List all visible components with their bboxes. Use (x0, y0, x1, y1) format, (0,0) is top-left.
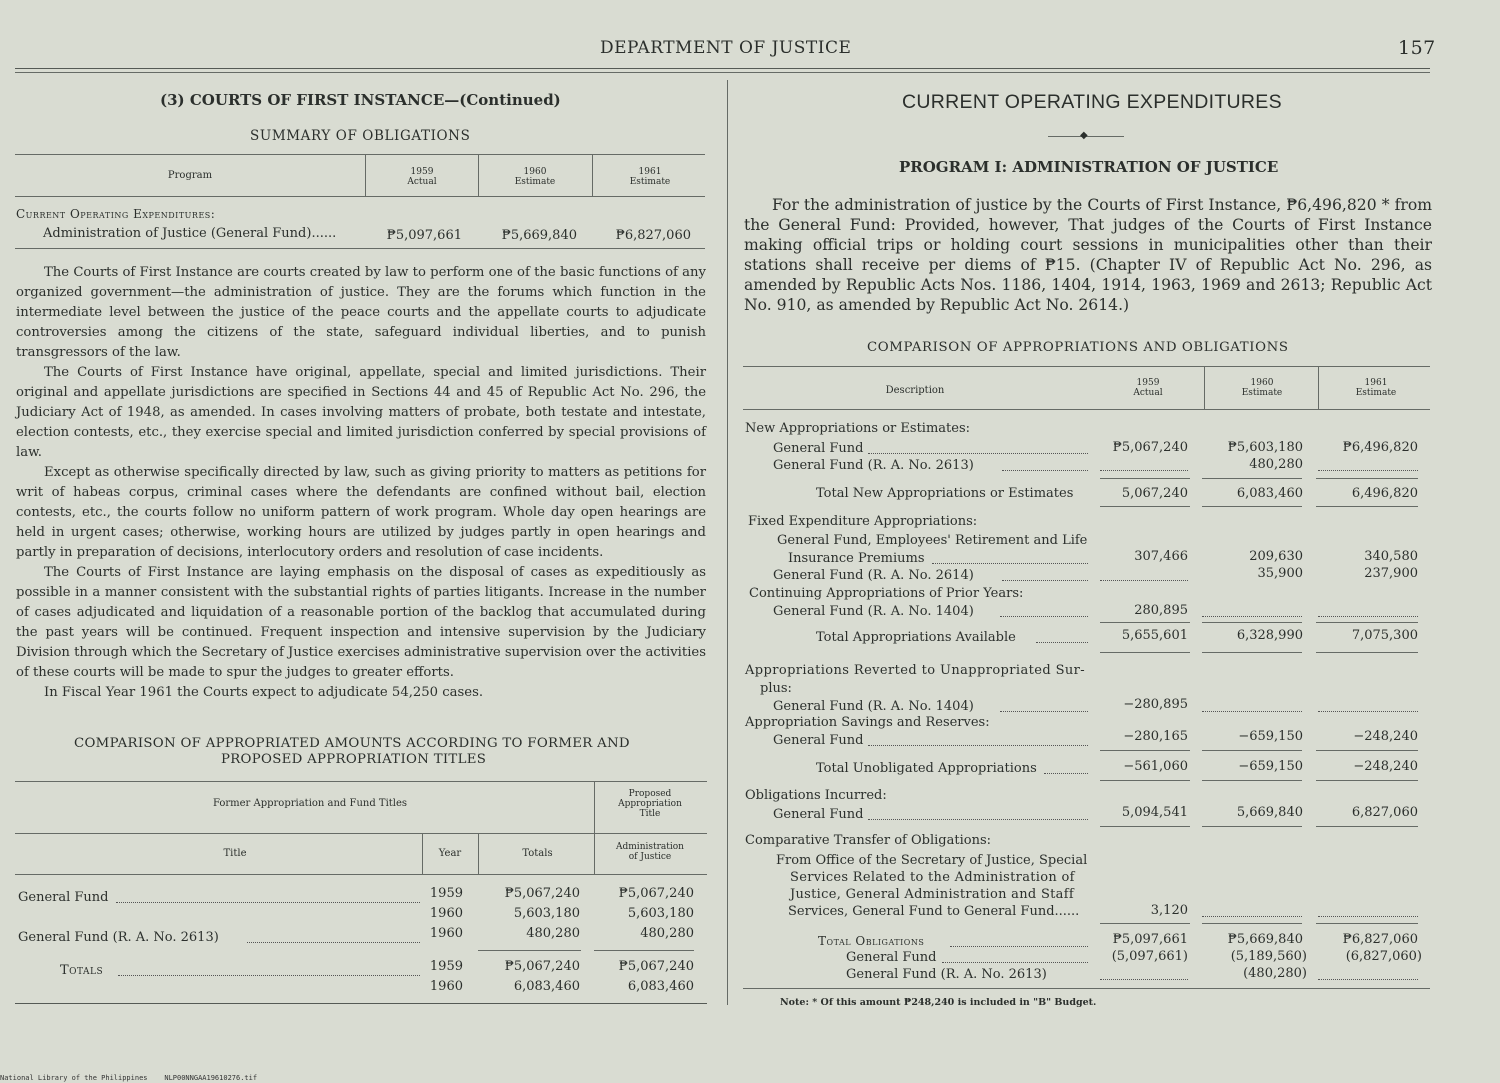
summary-top-rule (15, 154, 705, 155)
comp-totals-label: Totals (60, 963, 104, 978)
rt-row-label: General Fund (846, 950, 937, 965)
paragraph: The Courts of First Instance are courts created by law to perform one of the basic functions of any organized government—the administration of justice. They are the forums which function in the intermediate level between the justice of the peace courts and the appellate courts to adjudicate controversies among the citizens of the state, safeguard individual liberties, and to punish transgressors of the law. (16, 265, 706, 360)
rt-v1961: 7,075,300 (1351, 628, 1418, 643)
leader-dots (942, 962, 1088, 963)
paragraph: The Courts of First Instance are laying emphasis on the disposal of cases as expeditiously as possible in a manner consistent with the substantial rights of parties litigants. Increase in the number of cases adjudicated and liquidation of a reasonable portion of the backlog that accumulated during the past years will be continued. Frequent inspection and intensive supervision by the Judiciary Division through which the Secretary of Justice exercises administrative supervision over the activities of these courts will be made to spur the judges to greater efforts. (16, 565, 706, 680)
rt-v1961: 340,580 (1364, 549, 1418, 564)
rt-row-label: plus: (760, 681, 792, 696)
leader-dots (1036, 642, 1088, 643)
intro-text: For the administration of justice by the Courts of First Instance, ₱6,496,820 * from the General Fund: Provided, however, That judges of the Courts of First Instance making official trips or holding court sessions in municipalities other than their stations shall receive per diems of ₱15. (Chapter IV of Republic Act No. 296, as amended by Republic Acts Nos. 1186, 1404, 1914, 1963, 1969 and 2613; Republic Act No. 910, as amended by Republic Act No. 2614.) (744, 196, 1432, 314)
sum-rule (1316, 652, 1418, 653)
comp-row-totals: 6,083,460 (513, 979, 580, 994)
leader-dots (1044, 773, 1088, 774)
summary-vrule (478, 155, 479, 196)
leader-dots (868, 453, 1088, 454)
rt-row-label: Services Related to the Administration of (790, 870, 1075, 885)
rt-v1960: 480,280 (1249, 457, 1303, 472)
rt-row-label: Total New Appropriations or Estimates (816, 486, 1074, 501)
rt-row-label: Total Unobligated Appropriations (816, 761, 1037, 776)
summary-title: SUMMARY OF OBLIGATIONS (250, 128, 471, 144)
sum-rule (1202, 478, 1302, 479)
right-table-title: COMPARISON OF APPROPRIATIONS AND OBLIGATIONS (867, 340, 1289, 355)
leader-dots (1202, 916, 1302, 917)
leader-dots (950, 946, 1088, 947)
rt-row-label: General Fund (R. A. No. 2614) (773, 568, 974, 583)
comp-row-title: General Fund (18, 890, 109, 905)
paragraph: Except as otherwise specifically directed by law, such as giving priority to matters as petitions for writ of habeas corpus, criminal cases where the defendants are confined without bail, election contests, etc., the courts follow no uniform pattern of work program. Whole day open hearings are held in urgent cases; otherwise, working hours are utilized by judges partly in open hearings and partly in preparation of decisions, interlocutory orders and resolution of case incidents. (16, 465, 706, 560)
rt-v1961: −248,240 (1353, 759, 1418, 774)
rt-row-label: General Fund (773, 733, 864, 748)
rt-v1961: −248,240 (1353, 729, 1418, 744)
rt-head-rule (743, 409, 1430, 410)
rt-v1959: −280,895 (1123, 697, 1188, 712)
rt-v1960: 6,328,990 (1236, 628, 1303, 643)
rt-v1960: ₱5,603,180 (1227, 440, 1303, 455)
header-rule (15, 68, 1430, 69)
comp-header-admin: Administration of Justice (616, 842, 684, 862)
rt-row-label: General Fund, Employees' Retirement and Life (777, 533, 1088, 548)
sum-rule (1202, 652, 1302, 653)
comp-row-admin: 5,603,180 (627, 906, 694, 921)
rt-v1961: (6,827,060) (1345, 949, 1422, 964)
leader-dots (1000, 711, 1088, 712)
sum-rule (1100, 780, 1190, 781)
rt-row-label: General Fund (R. A. No. 2613) (846, 967, 1047, 982)
intro-paragraph (744, 195, 1432, 315)
comp-header-proposed: Proposed Appropriation Title (618, 789, 682, 819)
comp-vrule (422, 834, 423, 874)
comp-mid-rule (15, 833, 707, 834)
rt-v1960: (5,189,560) (1230, 949, 1307, 964)
comp-row-admin: ₱5,067,240 (618, 959, 694, 974)
comp-header-totals: Totals (522, 848, 553, 859)
rt-v1961: 6,827,060 (1351, 805, 1418, 820)
rt-vrule (1318, 367, 1319, 409)
comp-vrule (594, 782, 595, 834)
rt-row-label: General Fund (773, 441, 864, 456)
rt-v1960: 6,083,460 (1236, 486, 1303, 501)
comp-head-bottom-rule (15, 874, 707, 875)
scan-footer: National Library of the Philippines NLP00NNGAA19610276.tif (0, 1074, 258, 1082)
rt-row-label: From Office of the Secretary of Justice, Special (776, 853, 1088, 868)
sum-rule (1316, 780, 1418, 781)
rt-v1960: 5,669,840 (1236, 805, 1303, 820)
rt-v1960: (480,280) (1243, 966, 1307, 981)
comp-header-title: Title (223, 848, 247, 859)
comp-top-rule (15, 781, 707, 782)
rt-header-desc: Description (885, 385, 945, 396)
rt-v1960: 209,630 (1249, 549, 1303, 564)
leader-dots (1318, 979, 1418, 980)
sum-rule (1316, 750, 1418, 751)
sum-rule (1100, 652, 1190, 653)
leader-dots (1318, 711, 1418, 712)
comp-row-year: 1959 (429, 959, 463, 974)
comp-row-year: 1960 (429, 906, 463, 921)
rt-row-label: Justice, General Administration and Staff (790, 887, 1074, 902)
sum-rule (1100, 923, 1190, 924)
rt-v1959: 5,094,541 (1121, 805, 1188, 820)
paragraph: The Courts of First Instance have original, appellate, special and limited jurisdictions. Their original and appellate jurisdictions are specified in Sections 44 and 45 of Republic Act No. 296, the Judiciary Act of 1948, as amended. In cases involving matters of probate, both testate and intestate, election contests, etc., they exercise special and limited jurisdiction conferred by special provisions of law. (16, 365, 706, 460)
leader-dots (1318, 916, 1418, 917)
sum-rule (1202, 506, 1302, 507)
rt-top-rule (743, 366, 1430, 367)
rt-row-label: General Fund (773, 807, 864, 822)
leader-dots (1202, 711, 1302, 712)
right-heading: CURRENT OPERATING EXPENDITURES (902, 91, 1282, 113)
comp-header-year: Year (438, 848, 462, 859)
comp-row-year: 1960 (429, 979, 463, 994)
sum-rule (1100, 622, 1190, 623)
comp-header-former: Former Appropriation and Fund Titles (212, 798, 408, 809)
rt-v1960: ₱5,669,840 (1227, 932, 1303, 947)
rt-header-1959: 1959 Actual (1133, 378, 1163, 398)
rt-bottom-rule (743, 988, 1430, 989)
header-rule-2 (15, 72, 1430, 73)
summary-1959: ₱5,097,661 (386, 228, 462, 243)
summary-category: Current Operating Expenditures: (16, 207, 216, 221)
sum-rule (1100, 478, 1190, 479)
rt-v1961: 237,900 (1364, 566, 1418, 581)
rt-row-label: Obligations Incurred: (745, 788, 887, 803)
leader-dots (868, 745, 1088, 746)
summary-vrule (592, 155, 593, 196)
leader-dots (1318, 616, 1418, 617)
rt-v1960: −659,150 (1238, 759, 1303, 774)
diamond-ornament-icon: ◆ (1080, 130, 1088, 141)
sum-rule (1316, 478, 1418, 479)
sum-rule (1202, 622, 1302, 623)
summary-row-label: Administration of Justice (General Fund)...... (43, 226, 337, 241)
rt-v1959: 5,067,240 (1121, 486, 1188, 501)
sum-rule (1100, 826, 1190, 827)
comp-row-title: General Fund (R. A. No. 2613) (18, 930, 219, 945)
paragraph: In Fiscal Year 1961 the Courts expect to adjudicate 54,250 cases. (44, 685, 484, 700)
rt-v1959: −280,165 (1123, 729, 1188, 744)
comparison-title-line1: COMPARISON OF APPROPRIATED AMOUNTS ACCORDING TO FORMER AND (74, 736, 630, 751)
sum-rule (1202, 826, 1302, 827)
rt-row-label: General Fund (R. A. No. 1404) (773, 604, 974, 619)
rt-v1960: −659,150 (1238, 729, 1303, 744)
summary-vrule (365, 155, 366, 196)
sum-rule (594, 950, 694, 951)
leader-dots (1000, 616, 1088, 617)
sum-rule (1202, 750, 1302, 751)
footnote: Note: * Of this amount ₱248,240 is included in "B" Budget. (780, 997, 1097, 1008)
leader-dots (1100, 580, 1188, 581)
leader-dots (247, 942, 420, 943)
comp-row-admin: ₱5,067,240 (618, 886, 694, 901)
rt-v1959: ₱5,067,240 (1112, 440, 1188, 455)
sum-rule (1202, 923, 1302, 924)
comp-row-totals: ₱5,067,240 (504, 959, 580, 974)
comp-vrule (594, 834, 595, 874)
comp-row-totals: 5,603,180 (513, 906, 580, 921)
leader-dots (118, 975, 420, 976)
program-title: PROGRAM I: ADMINISTRATION OF JUSTICE (899, 158, 1279, 176)
rt-v1961: 6,496,820 (1351, 486, 1418, 501)
rt-v1959: 280,895 (1134, 603, 1188, 618)
leader-dots (868, 819, 1088, 820)
comparison-title-line2: PROPOSED APPROPRIATION TITLES (221, 752, 487, 767)
rt-v1959: (5,097,661) (1111, 949, 1188, 964)
sum-rule (1316, 622, 1418, 623)
rt-v1959: −561,060 (1123, 759, 1188, 774)
rt-v1960: 35,900 (1257, 566, 1303, 581)
body-text (16, 263, 706, 703)
rt-row-label: Appropriation Savings and Reserves: (745, 715, 990, 730)
leader-dots (116, 902, 420, 903)
leader-dots (1318, 470, 1418, 471)
rt-header-1961: 1961 Estimate (1355, 378, 1397, 398)
rt-row-label: Total Appropriations Available (816, 630, 1016, 645)
rt-row-label: Appropriations Reverted to Unappropriated Sur- (745, 663, 1086, 678)
sum-rule (1202, 780, 1302, 781)
leader-dots (1100, 470, 1188, 471)
sum-rule (478, 950, 581, 951)
rt-row-label: Total Obligations (818, 934, 925, 948)
rt-v1959: 307,466 (1134, 549, 1188, 564)
comp-bottom-rule (15, 1003, 707, 1004)
sum-rule (1316, 923, 1418, 924)
column-divider (727, 80, 728, 1005)
rt-vrule (1204, 367, 1205, 409)
rt-v1961: ₱6,827,060 (1342, 932, 1418, 947)
summary-bottom-rule (15, 248, 705, 249)
leader-dots (1002, 580, 1088, 581)
rt-row-label: General Fund (R. A. No. 2613) (773, 458, 974, 473)
sum-rule (1100, 506, 1190, 507)
rt-header-1960: 1960 Estimate (1241, 378, 1283, 398)
rt-row-label: Fixed Expenditure Appropriations: (748, 514, 978, 529)
comp-row-admin: 480,280 (640, 926, 694, 941)
summary-1961: ₱6,827,060 (615, 228, 691, 243)
rt-v1959: 5,655,601 (1121, 628, 1188, 643)
summary-header-1961: 1961 Estimate (629, 167, 671, 187)
rt-v1959: ₱5,097,661 (1112, 932, 1188, 947)
rt-v1961: ₱6,496,820 (1342, 440, 1418, 455)
sum-rule (1100, 750, 1190, 751)
summary-header-program: Program (167, 170, 213, 181)
rt-v1959: 3,120 (1150, 903, 1188, 918)
page-number: 157 (1398, 37, 1436, 59)
sum-rule (1316, 506, 1418, 507)
rt-row-label: Continuing Appropriations of Prior Years: (749, 586, 1024, 601)
comp-row-admin: 6,083,460 (627, 979, 694, 994)
leader-dots (1100, 979, 1188, 980)
summary-header-1960: 1960 Estimate (514, 167, 556, 187)
leader-dots (1002, 470, 1088, 471)
running-header: DEPARTMENT OF JUSTICE (600, 38, 852, 58)
comp-vrule (478, 834, 479, 874)
leader-dots (1202, 616, 1302, 617)
comp-row-year: 1960 (429, 926, 463, 941)
summary-1960: ₱5,669,840 (501, 228, 577, 243)
comp-row-year: 1959 (429, 886, 463, 901)
sum-rule (1316, 826, 1418, 827)
rt-row-label: New Appropriations or Estimates: (745, 421, 970, 436)
summary-head-rule (15, 196, 705, 197)
comp-row-totals: ₱5,067,240 (504, 886, 580, 901)
summary-header-1959: 1959 Actual (407, 167, 437, 187)
leader-dots (932, 563, 1088, 564)
rt-row-label: Services, General Fund to General Fund...... (788, 904, 1080, 919)
rt-row-label: General Fund (R. A. No. 1404) (773, 699, 974, 714)
comp-row-totals: 480,280 (526, 926, 580, 941)
section-title: (3) COURTS OF FIRST INSTANCE—(Continued) (160, 91, 561, 109)
rt-row-label: Comparative Transfer of Obligations: (745, 833, 991, 848)
rt-row-label: Insurance Premiums (788, 551, 925, 566)
